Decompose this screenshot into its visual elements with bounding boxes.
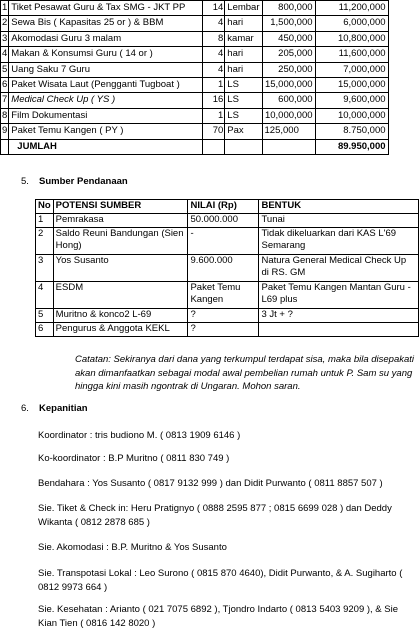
table-row [1, 124, 389, 139]
committee-line: Koordinator : tris budiono M. ( 0813 1909 6146 ) [38, 430, 241, 441]
source-form: Natura General Medical Check Up di RS. GM [259, 255, 419, 282]
item-unit: kamar [225, 31, 262, 46]
item-name: Makan & Konsumsi Guru ( 14 or ) [9, 47, 203, 62]
item-unit: LS [225, 77, 262, 92]
item-total: 8.750,000 [315, 124, 388, 139]
source-form: Tidak dikeluarkan dari KAS L'69 Semarang [259, 228, 419, 255]
item-name: Akomodasi Guru 3 malam [9, 31, 203, 46]
committee-line: Sie. Akomodasi : B.P. Muritno & Yos Susanto [38, 542, 227, 553]
row-number: 7 [1, 93, 9, 108]
item-name: Medical Check Up ( YS ) [9, 93, 203, 108]
row-number: 8 [1, 108, 9, 123]
section-number: 6. [21, 403, 29, 414]
table-row [36, 323, 419, 337]
source-form: Tunai [259, 214, 419, 228]
row-number: 6 [36, 323, 54, 337]
row-number: 3 [36, 255, 54, 282]
item-price: 205,000 [262, 47, 315, 62]
source-value: 9.600.000 [188, 255, 259, 282]
section-title: Sumber Pendanaan [39, 176, 128, 187]
source-form: 3 Jt + ? [259, 309, 419, 323]
committee-line: Sie. Kesehatan : Arianto ( 021 7075 6892 ), Tjondro Indarto ( 0813 5403 9209 ), & Sie Kian Tien ( 0816 142 8020 ) [38, 604, 399, 629]
table-row [1, 1, 389, 16]
item-name: Film Dokumentasi [9, 108, 203, 123]
item-price: 10,000,000 [262, 108, 315, 123]
total-row [1, 139, 389, 154]
item-name: Uang Saku 7 Guru [9, 62, 203, 77]
item-total: 11,600,000 [315, 47, 388, 62]
funding-table [35, 199, 419, 337]
table-row [36, 214, 419, 228]
budget-table [0, 0, 389, 155]
row-number: 4 [36, 282, 54, 309]
item-total: 9,600,000 [315, 93, 388, 108]
item-qty: 16 [203, 93, 225, 108]
table-row [36, 282, 419, 309]
item-name: Paket Wisata Laut (Pengganti Tugboat ) [9, 77, 203, 92]
source-value: ? [188, 323, 259, 337]
source-name: Yos Susanto [53, 255, 188, 282]
section-title: Kepanitian [39, 403, 88, 414]
section-5-heading [21, 176, 128, 187]
item-unit: LS [225, 108, 262, 123]
total-value: 89.950,000 [315, 139, 388, 154]
row-number: 3 [1, 31, 9, 46]
row-number: 5 [36, 309, 54, 323]
committee-line: Bendahara : Yos Susanto ( 0817 9132 999 ) dan Didit Purwanto ( 0811 8857 507 ) [38, 478, 383, 489]
item-name: Tiket Pesawat Guru & Tax SMG - JKT PP [9, 1, 203, 16]
row-number: 6 [1, 77, 9, 92]
table-row [36, 255, 419, 282]
item-total: 15,000,000 [315, 77, 388, 92]
committee-line: Sie. Tiket & Check in: Heru Pratignyo ( 0888 2595 877 ; 0815 6699 028 ) dan Deddy Wikanta ( 0812 2878 685 ) [38, 503, 392, 528]
item-price: 450,000 [262, 31, 315, 46]
item-total: 11,200,000 [315, 1, 388, 16]
row-number: 1 [36, 214, 54, 228]
header-no: No [36, 200, 54, 214]
item-unit: LS [225, 93, 262, 108]
source-name: ESDM [53, 282, 188, 309]
table-row [1, 47, 389, 62]
item-name: Sewa Bis ( Kapasitas 25 or ) & BBM [9, 16, 203, 31]
row-number: 1 [1, 1, 9, 16]
item-unit: hari [225, 62, 262, 77]
source-form [259, 323, 419, 337]
header-source: POTENSI SUMBER [53, 200, 188, 214]
item-qty: 4 [203, 16, 225, 31]
committee-line: Sie. Transpotasi Lokal : Leo Surono ( 0815 870 4640), Didit Purwanto, & A. Sugiharto ( 0812 9973 664 ) [38, 568, 403, 593]
header-form: BENTUK [259, 200, 419, 214]
item-total: 7,000,000 [315, 62, 388, 77]
table-row [1, 62, 389, 77]
item-qty: 1 [203, 108, 225, 123]
row-number: 5 [1, 62, 9, 77]
item-price: 600,000 [262, 93, 315, 108]
funding-note: Catatan: Sekiranya dari dana yang terkumpul terdapat sisa, maka bila disepakati akan dimanfaatkan sebagai modal awal pembelian rumah untuk P. Sam su yang hingga kini masih ngontrak di Ungaran. Mohon saran. [75, 354, 415, 393]
row-number: 2 [36, 228, 54, 255]
item-price: 1,500,000 [262, 16, 315, 31]
table-row [1, 93, 389, 108]
item-qty: 70 [203, 124, 225, 139]
source-name: Pemrakasa [53, 214, 188, 228]
table-row [1, 77, 389, 92]
source-form: Paket Temu Kangen Mantan Guru - L69 plus [259, 282, 419, 309]
item-qty: 14 [203, 1, 225, 16]
item-price: 125,000 [262, 124, 315, 139]
row-number: 9 [1, 124, 9, 139]
item-name: Paket Temu Kangen ( PY ) [9, 124, 203, 139]
item-qty: 1 [203, 77, 225, 92]
item-qty: 4 [203, 47, 225, 62]
source-value: 50.000.000 [188, 214, 259, 228]
item-unit: Pax [225, 124, 262, 139]
table-row [36, 309, 419, 323]
item-qty: 8 [203, 31, 225, 46]
table-row [1, 108, 389, 123]
total-label: JUMLAH [9, 139, 203, 154]
item-total: 10,000,000 [315, 108, 388, 123]
header-value: NILAI (Rp) [188, 200, 259, 214]
item-unit: Lembar [225, 1, 262, 16]
committee-line: Ko-koordinator : B.P Muritno ( 0811 830 749 ) [38, 453, 230, 464]
item-price: 800,000 [262, 1, 315, 16]
source-value: Paket Temu Kangen [188, 282, 259, 309]
source-name: Pengurus & Anggota KEKL [53, 323, 188, 337]
source-name: Saldo Reuni Bandungan (Sien Hong) [53, 228, 188, 255]
item-total: 6,000,000 [315, 16, 388, 31]
section-number: 5. [21, 176, 29, 187]
item-total: 10,800,000 [315, 31, 388, 46]
section-6-heading [21, 403, 88, 414]
row-number: 4 [1, 47, 9, 62]
item-qty: 4 [203, 62, 225, 77]
source-name: Muritno & konco2 L-69 [53, 309, 188, 323]
item-price: 250,000 [262, 62, 315, 77]
table-header-row [36, 200, 419, 214]
table-row [36, 228, 419, 255]
source-value: ? [188, 309, 259, 323]
table-row [1, 16, 389, 31]
table-row [1, 31, 389, 46]
item-price: 15,000,000 [262, 77, 315, 92]
source-value: - [188, 228, 259, 255]
item-unit: hari [225, 47, 262, 62]
row-number: 2 [1, 16, 9, 31]
item-unit: hari [225, 16, 262, 31]
